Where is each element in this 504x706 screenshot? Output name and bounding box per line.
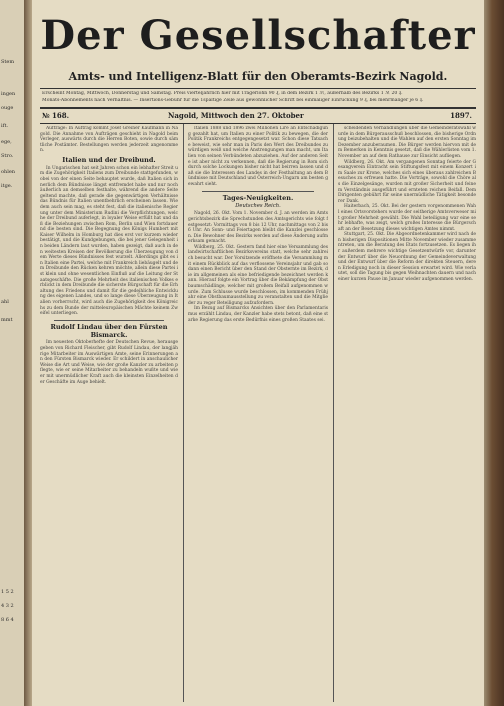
header-rule <box>40 88 476 89</box>
binding-gutter <box>24 0 32 706</box>
column-separator <box>183 124 184 702</box>
header-rule <box>40 123 476 124</box>
article-headline: Rudolf Lindau über den Fürsten Bismarck. <box>50 322 168 339</box>
previous-page-text-fragment: ouge <box>1 105 14 111</box>
previous-page-text-fragment: Stem <box>1 59 15 65</box>
article-paragraph: Italien 1888 und 1896 zwei Millionen Lire an Entschädigung gezahlt hat, um Italien zu einer Politik zu bewegen, die der Politik Frankreichs entgegengesetzt war. Schon diese Tatsache beweist, wie sehr man in Paris den Wert des Dreibundes zu würdigen weiß und welche Anstrengungen man macht, um Italien von seinen Verbündeten abzuziehen. Auf der anderen Seite ist aber nicht zu verkennen, daß die Regierung in Rom sich durch solche Lockungen bisher nicht hat beirren lassen und daß sie die Interessen des Landes in der Festhaltung an dem Bündnisse mit Deutschland und Österreich-Ungarn am besten gewahrt sieht. <box>188 126 328 187</box>
previous-page-text-fragment: ohlen <box>1 169 16 175</box>
article-separator <box>202 191 314 192</box>
article-headline: Italien und der Dreibund. <box>62 155 156 164</box>
article-paragraph: Wildberg, 25. Okt. Gestern fand hier eine Versammlung des landwirtschaftlichen Bezirksvereins statt, welche sehr zahlreich besucht war. Der Vorsitzende eröffnete die Versammlung mit einem Rückblick auf das verflossene Vereinsjahr und gab sodann einen Bericht über den Stand der Obsternte im Bezirk, die im allgemeinen als eine befriedigende bezeichnet werden kann. Hierauf folgte ein Vortrag über die Bekämpfung der Obstbaumschädlinge, welcher mit großem Beifall aufgenommen wurde. Zum Schlusse wurde beschlossen, im kommenden Frühjahr eine Obstbaumausstellung zu veranstalten und die Mitglieder zu reger Beteiligung aufzufordern. <box>188 244 328 306</box>
article-paragraph: Stuttgart, 25. Okt. Die Abgeordnetenkammer wird nach den bisherigen Dispositionen Mitte November wieder zusammentreten, um die Beratung des Etats fortzusetzen. Es liegen ihr außerdem mehrere wichtige Gesetzentwürfe vor, darunter der Entwurf über die Neuordnung der Gemeindeverwaltung und der Entwurf über die Reform der direkten Steuern, deren Erledigung noch in dieser Session erwartet wird. Wie verlautet, soll die Tagung bis gegen Weihnachten dauern und nach einer kurzen Pause im Januar wieder aufgenommen werden. <box>338 232 476 283</box>
article-column-1 <box>40 126 178 700</box>
article-paragraph: Aufträge: In Auftrag kommt Josef Greiner Kaufmann in Nagold. Die Annahme von Aufträgen geschieht in Nagold beim Verleger, auswärts durch die Herren Boten, sowie durch sämtliche Postämter. Bestellungen werden jederzeit angenommen. <box>40 126 178 154</box>
book-spine <box>484 0 504 706</box>
article-paragraph: Im neuesten Oktoberhefte der Deutschen Revue, herausgegeben von Richard Fleischer, gibt Rudolf Lindau, der langjährige Mitarbeiter im Auswärtigen Amte, seine Erinnerungen an den Fürsten Bismarck wieder. Er schildert in anschaulicher Weise die Art und Weise, wie der große Kanzler zu arbeiten pflegte, wie er seine Mitarbeiter zu behandeln wußte und wie er mit unermüdlicher Kraft auch die kleinsten Einzelheiten der Geschäfte im Auge behielt. <box>40 340 178 385</box>
previous-page-text-fragment: itge. <box>1 183 13 189</box>
issue-year: 1897. <box>450 111 472 120</box>
publication-info-line: Monats-Abonnements nach Verhältnis. — Insertions-Gebühr für die 1spaltige Zeile aus gewöhnlicher Schrift bei einmaliger Einrückung 9 ₰, bei mehrmaliger je 6 ₰. <box>42 98 424 103</box>
publication-info-line: Erscheint Montag, Mittwoch, Donnerstag und Samstag. Preis vierteljährlich hier mit Trägerlohn 90 ₰, in dem Bezirk 1 ℳ, außerhalb des Bezirks 1 ℳ 20 ₰. <box>42 91 403 96</box>
issue-number: № 168. <box>42 111 70 120</box>
previous-page-edge <box>0 0 25 706</box>
column-separator <box>333 124 334 702</box>
article-paragraph: scheidenden Verhandlungen über die Gemeinderatswahl wurde in dem Bürgerausschuß beschlossen, die bisherige Ordnung beizubehalten und die Wahlen auf den ersten Sonntag im Dezember anzuberaumen. Die Bürger werden hiervon mit dem Bemerken in Kenntnis gesetzt, daß die Wählerlisten vom 1. November an auf dem Rathause zur Einsicht aufliegen. <box>338 126 476 159</box>
article-paragraph: Haiterbach, 25. Okt. Bei der gestern vorgenommenen Wahl eines Ortsvorstehers wurde der seitherige Amtsverweser mit großer Mehrheit gewählt. Die Wahl beteiligung war eine sehr lebhafte, was zeigt, welch großes Interesse die Bürgerschaft an der Besetzung dieses wichtigen Amtes nimmt. <box>338 204 476 232</box>
previous-page-text-fragment: 4 3 2 <box>1 603 14 609</box>
previous-page-text-fragment: Stro. <box>1 153 14 159</box>
dateline <box>40 110 476 122</box>
issue-place-date: Nagold, Mittwoch den 27. Oktober <box>168 111 304 120</box>
article-paragraph: Im Bezug auf Bismarcks Ansichten über den Parlamentarismus erzählt Lindau, der Kanzler habe stets betont, daß eine starke Regierung das erste Bedürfnis eines großen Staates sei. <box>188 306 328 323</box>
header-rule <box>40 107 476 109</box>
article-paragraph: Nagold, 26. Okt. Vom 1. November d. J. an werden im Amtsgerichtsbezirk die Sprechstunden des Amtsgerichts wie folgt festgesetzt: Vormittags von 8 bis 12 Uhr, nachmittags von 2 bis 6 Uhr. An Sonn- und Feiertagen bleibt die Kanzlei geschlossen. Die Bewohner des Bezirks werden auf diese Änderung aufmerksam gemacht. <box>188 211 328 245</box>
article-headline: Tages-Neuigkeiten. <box>222 193 294 202</box>
previous-page-text-fragment: mmt <box>1 317 13 323</box>
article-column-2 <box>188 126 328 700</box>
previous-page-text-fragment: 1 5 2 <box>1 589 14 595</box>
previous-page-text-fragment: ift. <box>1 123 9 129</box>
previous-page-text-fragment: 8 6 4 <box>1 617 14 623</box>
masthead-subtitle: Amts- und Intelligenz-Blatt für den Oberamts-Bezirk Nagold. <box>68 70 448 83</box>
previous-page-text-fragment: ege, <box>1 139 12 145</box>
previous-page-text-fragment: ingen <box>1 91 16 97</box>
previous-page-text-fragment: ahl <box>1 299 9 305</box>
section-subheading: Deutsches Reich. <box>235 203 281 210</box>
article-column-3 <box>338 126 476 700</box>
article-separator <box>54 320 164 321</box>
newspaper-page <box>32 0 484 706</box>
masthead-title: Der Gesellschafter <box>40 12 476 59</box>
article-paragraph: In Ungarischen hat seit Jahren schon ein lebhafter Streit um die Zugehörigkeit Italiens zum Dreibunde stattgefunden, wobei von der einen Seite behauptet wurde, daß Italien sich innerlich dem Bündnisse längst entfremdet habe und nur noch äußerlich an demselben festhalte, während die andere Seite geltend machte, daß gerade die gegenwärtigen Verhältnisse das Bündnis für Italien unentbehrlich erscheinen lassen. Wie dem auch sein mag, es steht fest, daß die italienische Regierung unter dem Ministerium Rudini die Verpflichtungen, welche der Dreibund auferlegt, in loyaler Weise erfüllt hat und daß die Beziehungen zwischen Rom, Berlin und Wien fortdauernd die besten sind. Die Begegnung des Königs Humbert mit Kaiser Wilhelm in Homburg hat dies erst vor kurzem wieder bestätigt, und die Kundgebungen, die bei jener Gelegenheit in beiden Ländern laut wurden, haben gezeigt, daß auch in den weitesten Kreisen der Bevölkerung die Überzeugung von dem Werte dieses Bündnisses fest wurzelt. Allerdings gibt es in Italien eine Partei, welche mit Frankreich liebäugelt und dem Dreibunde den Rücken kehren möchte, allein diese Partei ist klein und ohne wesentlichen Einfluß auf die Leitung der Staatsgeschäfte. Die große Mehrheit des italienischen Volkes erblickt in dem Dreibunde die sicherste Bürgschaft für die Erhaltung des Friedens und damit für die gedeihliche Entwicklung des eigenen Landes, und so lange diese Überzeugung in Italien vorherrscht, wird auch die Zugehörigkeit des Königreichs zu dem Bunde der mitteleuropäischen Mächte keinem Zweifel unterliegen. <box>40 165 178 317</box>
article-paragraph: Wildberg, 26. Okt. Am vergangenen Sonntag feierte der Gesangverein Eintracht sein Stiftungsfest mit einem Konzert im Saale zur Krone, welches sich eines überaus zahlreichen Besuches zu erfreuen hatte. Die Vorträge, sowohl die Chöre als die Einzelgesänge, wurden mit großer Sicherheit und feinem Verständnis ausgeführt und ernteten reichen Beifall. Dem Dirigenten gebührt für seine unermüdliche Tätigkeit besonderer Dank. <box>338 159 476 204</box>
